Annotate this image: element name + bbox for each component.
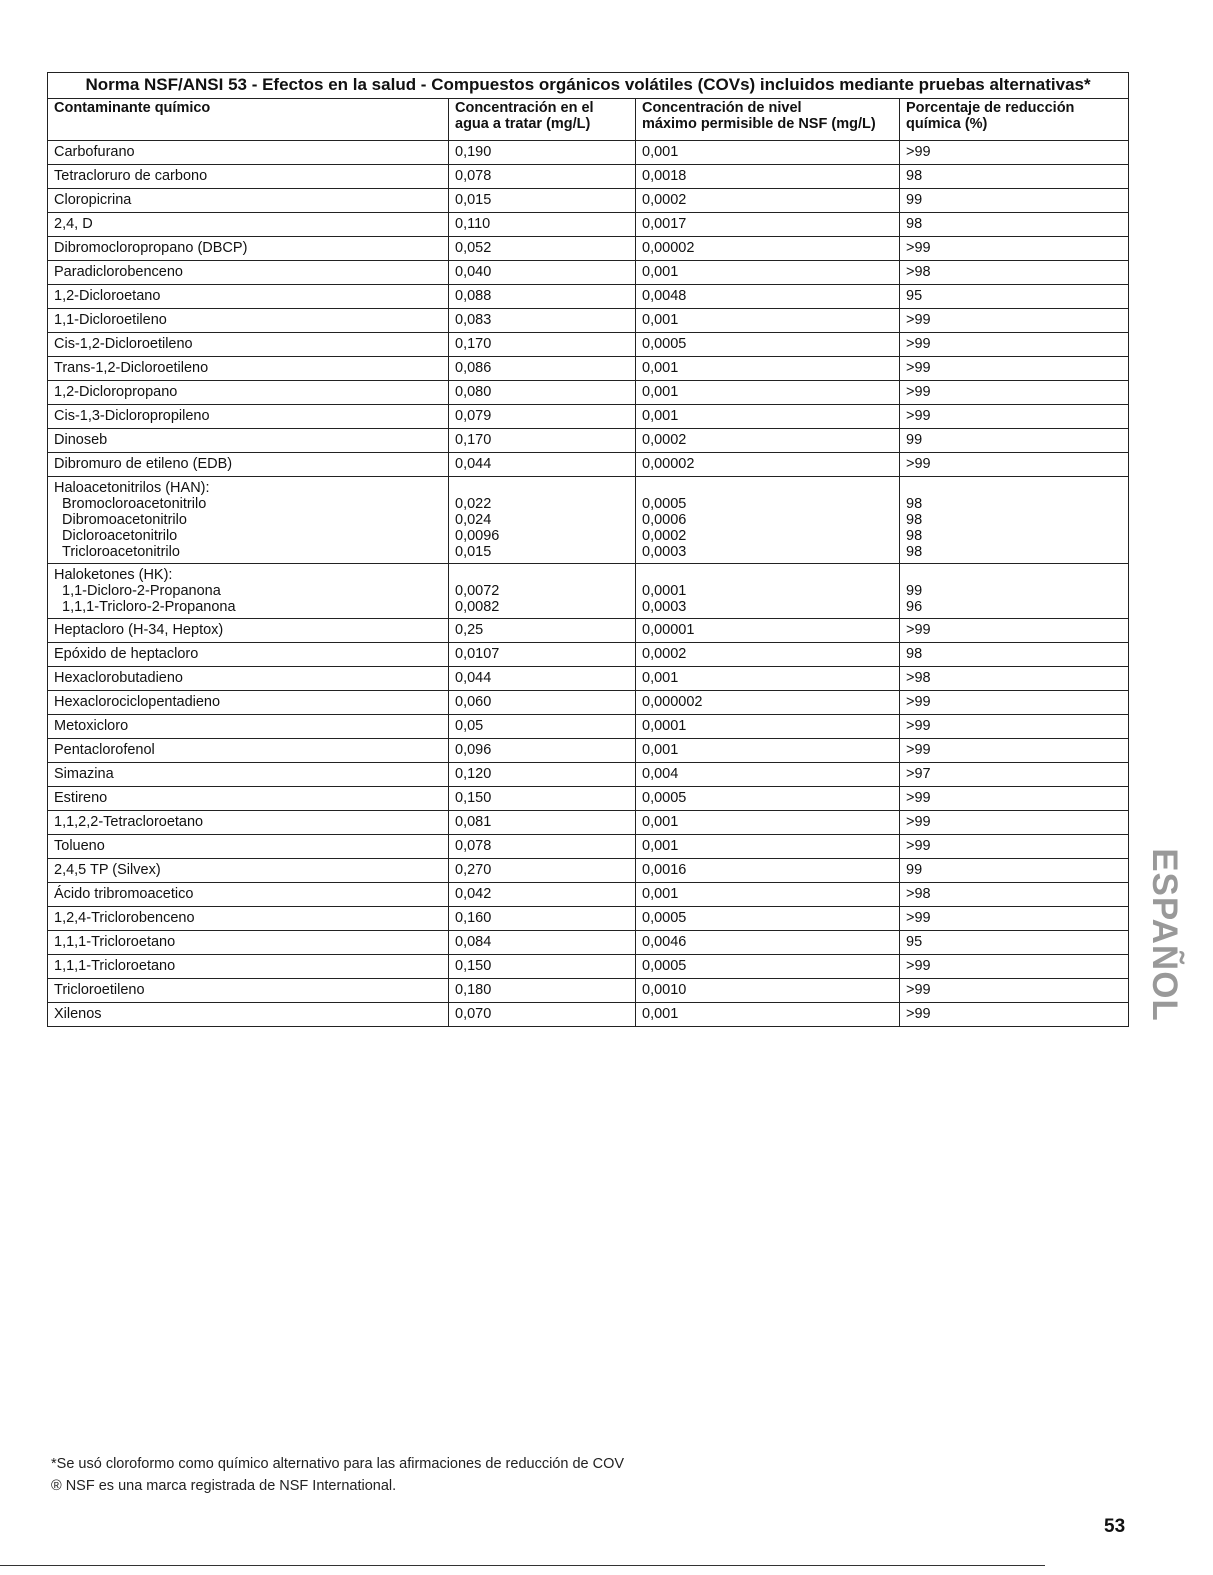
group-spacer (455, 480, 635, 496)
table-row (48, 691, 1129, 715)
table-cell: Hexaclorobutadieno (48, 667, 449, 691)
table-cell: 0,0005 (636, 787, 900, 811)
table-cell: Heptacloro (H-34, Heptox) (48, 619, 449, 643)
table-row (48, 859, 1129, 883)
column-header-line: Concentración en el (455, 100, 594, 116)
table-cell: 0,044 (449, 667, 636, 691)
table-cell: >99 (900, 309, 1129, 333)
table-row (48, 1003, 1129, 1027)
table-cell: Dibromuro de etileno (EDB) (48, 453, 449, 477)
table-header-row (48, 99, 1129, 141)
column-header (449, 99, 636, 141)
table-cell: 0,001 (636, 261, 900, 285)
table-row (48, 309, 1129, 333)
table-cell: 0,070 (449, 1003, 636, 1027)
table-cell: 0,052 (449, 237, 636, 261)
table-cell: Epóxido de heptacloro (48, 643, 449, 667)
table-row (48, 213, 1129, 237)
table-cell: 0,044 (449, 453, 636, 477)
table-cell: 99 (900, 429, 1129, 453)
table-cell (636, 564, 900, 619)
table-cell: 0,0002 (636, 189, 900, 213)
table-cell: 0,0005 (636, 955, 900, 979)
group-item-value: 98 (906, 496, 923, 512)
table-cell: Cis-1,3-Dicloropropileno (48, 405, 449, 429)
table-row (48, 739, 1129, 763)
table-cell: 0,078 (449, 165, 636, 189)
table-cell: 0,0046 (636, 931, 900, 955)
table-cell (636, 477, 900, 564)
table-cell: 0,078 (449, 835, 636, 859)
table-row-group (48, 477, 1129, 564)
table-cell: 0,0107 (449, 643, 636, 667)
column-header-line: Concentración de nivel (642, 100, 802, 116)
table-cell: 0,00002 (636, 453, 900, 477)
group-item-value: 0,015 (455, 544, 492, 560)
table-cell: >99 (900, 835, 1129, 859)
table-cell: >99 (900, 787, 1129, 811)
column-header (48, 99, 449, 141)
table-cell: 0,004 (636, 763, 900, 787)
table-cell: 0,001 (636, 1003, 900, 1027)
column-header (636, 99, 900, 141)
table-row (48, 189, 1129, 213)
table-row (48, 667, 1129, 691)
table-row (48, 787, 1129, 811)
table-cell: 0,001 (636, 811, 900, 835)
table-cell: 0,001 (636, 357, 900, 381)
table-cell: >98 (900, 667, 1129, 691)
group-item-value: 0,0005 (642, 496, 687, 512)
table-cell: >99 (900, 979, 1129, 1003)
table-row (48, 165, 1129, 189)
table-row (48, 261, 1129, 285)
group-item-value: 0,0003 (642, 599, 687, 615)
table-cell: 0,170 (449, 333, 636, 357)
table-cell: 2,4, D (48, 213, 449, 237)
table-cell: >99 (900, 357, 1129, 381)
table-cell: 0,079 (449, 405, 636, 429)
table-cell: >98 (900, 261, 1129, 285)
table-cell: Simazina (48, 763, 449, 787)
table-cell: Estireno (48, 787, 449, 811)
table-cell: >99 (900, 739, 1129, 763)
group-item-value: 0,0002 (642, 528, 687, 544)
table-cell: >99 (900, 715, 1129, 739)
table-cell: Dibromocloropropano (DBCP) (48, 237, 449, 261)
group-item-value: 0,0072 (455, 583, 500, 599)
table-cell (449, 477, 636, 564)
table-cell: 0,0010 (636, 979, 900, 1003)
table-cell: 0,040 (449, 261, 636, 285)
group-item-value: 0,0096 (455, 528, 500, 544)
table-cell (900, 477, 1129, 564)
table-cell: Xilenos (48, 1003, 449, 1027)
table-cell (900, 564, 1129, 619)
group-item-value: 0,0001 (642, 583, 687, 599)
group-item-name: Dicloroacetonitrilo (62, 528, 178, 544)
table-cell: Hexaclorociclopentadieno (48, 691, 449, 715)
table-cell: >99 (900, 691, 1129, 715)
table-cell: 0,060 (449, 691, 636, 715)
table-cell: >97 (900, 763, 1129, 787)
table-row (48, 619, 1129, 643)
table-cell: 0,081 (449, 811, 636, 835)
table-cell: 0,190 (449, 141, 636, 165)
table-cell: >99 (900, 405, 1129, 429)
table-cell: 0,00001 (636, 619, 900, 643)
table-cell: 0,05 (449, 715, 636, 739)
table-cell: 98 (900, 213, 1129, 237)
group-item-value: 0,0003 (642, 544, 687, 560)
table-cell (449, 564, 636, 619)
table-cell: 0,001 (636, 883, 900, 907)
group-label: Haloketones (HK): (54, 567, 173, 583)
table-row (48, 453, 1129, 477)
table-cell: 0,042 (449, 883, 636, 907)
table-cell: >99 (900, 333, 1129, 357)
table-cell: >99 (900, 811, 1129, 835)
table-row (48, 333, 1129, 357)
table-cell: 0,001 (636, 309, 900, 333)
group-spacer (642, 567, 899, 583)
table-row (48, 883, 1129, 907)
table-cell: 0,001 (636, 141, 900, 165)
table-row (48, 357, 1129, 381)
table-cell: Trans-1,2-Dicloroetileno (48, 357, 449, 381)
table-cell: 0,015 (449, 189, 636, 213)
table-cell: 0,120 (449, 763, 636, 787)
footnote-trademark: ® NSF es una marca registrada de NSF International. (51, 1478, 397, 1494)
table-cell: 0,000002 (636, 691, 900, 715)
side-tab-label: ESPAÑOL (1145, 848, 1184, 1022)
table-cell: 0,0016 (636, 859, 900, 883)
group-item-value: 98 (906, 512, 923, 528)
table-row (48, 835, 1129, 859)
table-cell: 0,086 (449, 357, 636, 381)
contaminant-table (47, 72, 1129, 1027)
table-cell: 0,001 (636, 405, 900, 429)
table-cell: Paradiclorobenceno (48, 261, 449, 285)
table-row (48, 955, 1129, 979)
table-cell: 0,080 (449, 381, 636, 405)
group-item-value: 98 (906, 528, 923, 544)
table-row (48, 931, 1129, 955)
group-spacer (455, 567, 635, 583)
group-item-value: 99 (906, 583, 923, 599)
table-cell: >99 (900, 907, 1129, 931)
table-cell: 0,001 (636, 739, 900, 763)
group-item-name: Dibromoacetonitrilo (62, 512, 187, 528)
table-cell: 99 (900, 189, 1129, 213)
table-cell: 0,110 (449, 213, 636, 237)
table-row (48, 763, 1129, 787)
group-spacer (906, 480, 1128, 496)
table-row (48, 381, 1129, 405)
table-row-group (48, 564, 1129, 619)
group-item-name: 1,1,1-Tricloro-2-Propanona (62, 599, 236, 615)
table-cell: Cloropicrina (48, 189, 449, 213)
table-cell: 0,25 (449, 619, 636, 643)
column-header-line: Contaminante químico (54, 100, 211, 116)
footnote-chloroform: *Se usó cloroformo como químico alternativo para las afirmaciones de reducción de COV (51, 1456, 625, 1472)
group-label: Haloacetonitrilos (HAN): (54, 480, 210, 496)
table-cell: Cis-1,2-Dicloroetileno (48, 333, 449, 357)
table-cell (48, 477, 449, 564)
table-cell: 1,2-Dicloroetano (48, 285, 449, 309)
group-item-value: 0,024 (455, 512, 492, 528)
table-cell: >99 (900, 619, 1129, 643)
table-cell: >99 (900, 237, 1129, 261)
table-cell: 98 (900, 643, 1129, 667)
table-row (48, 907, 1129, 931)
table-cell: 1,1,1-Tricloroetano (48, 931, 449, 955)
group-item-value: 0,0006 (642, 512, 687, 528)
table-cell: >99 (900, 1003, 1129, 1027)
table-row (48, 237, 1129, 261)
table-cell: >98 (900, 883, 1129, 907)
group-item-value: 0,022 (455, 496, 492, 512)
table-cell: 0,001 (636, 667, 900, 691)
table-cell: 0,270 (449, 859, 636, 883)
group-spacer (906, 567, 1128, 583)
group-item-name: 1,1-Dicloro-2-Propanona (62, 583, 221, 599)
table-cell: Tetracloruro de carbono (48, 165, 449, 189)
column-header (900, 99, 1129, 141)
table-cell: 0,084 (449, 931, 636, 955)
table-cell: Tolueno (48, 835, 449, 859)
table-cell: 95 (900, 285, 1129, 309)
column-header-line: química (%) (906, 116, 988, 132)
table-cell: 98 (900, 165, 1129, 189)
bottom-rule (0, 1565, 1045, 1566)
table-cell: 0,0002 (636, 643, 900, 667)
table-cell: 0,0002 (636, 429, 900, 453)
group-item-name: Tricloroacetonitrilo (62, 544, 180, 560)
table-row (48, 285, 1129, 309)
table-cell: 1,1-Dicloroetileno (48, 309, 449, 333)
table-cell: 99 (900, 859, 1129, 883)
group-item-name: Bromocloroacetonitrilo (62, 496, 207, 512)
column-header-line: máximo permisible de NSF (mg/L) (642, 116, 876, 132)
column-header-line: Porcentaje de reducción (906, 100, 1075, 116)
table-cell: Tricloroetileno (48, 979, 449, 1003)
table-cell: 0,0005 (636, 907, 900, 931)
table-cell: 0,0001 (636, 715, 900, 739)
group-item-value: 98 (906, 544, 923, 560)
table-row (48, 979, 1129, 1003)
table-cell: 0,170 (449, 429, 636, 453)
table-cell: 95 (900, 931, 1129, 955)
table-cell: 0,180 (449, 979, 636, 1003)
table-cell: 0,001 (636, 381, 900, 405)
group-spacer (642, 480, 899, 496)
table-row (48, 429, 1129, 453)
table-cell: Ácido tribromoacetico (48, 883, 449, 907)
table-cell: Pentaclorofenol (48, 739, 449, 763)
table-cell: 0,0005 (636, 333, 900, 357)
language-side-tab (1146, 814, 1182, 1056)
table-cell: >99 (900, 453, 1129, 477)
table-row (48, 643, 1129, 667)
table-cell: 1,2,4-Triclorobenceno (48, 907, 449, 931)
table-cell: 0,00002 (636, 237, 900, 261)
table-body (48, 141, 1129, 1027)
table-cell: >99 (900, 141, 1129, 165)
table-row (48, 141, 1129, 165)
table-cell: 0,0018 (636, 165, 900, 189)
table-cell: 0,160 (449, 907, 636, 931)
table-cell: 0,0048 (636, 285, 900, 309)
table-cell: 1,2-Dicloropropano (48, 381, 449, 405)
table-cell: >99 (900, 381, 1129, 405)
table-cell: 1,1,2,2-Tetracloroetano (48, 811, 449, 835)
table-cell (48, 564, 449, 619)
column-header-line: agua a tratar (mg/L) (455, 116, 591, 132)
table-cell: 1,1,1-Tricloroetano (48, 955, 449, 979)
table-cell: 0,001 (636, 835, 900, 859)
table-cell: 0,0017 (636, 213, 900, 237)
table-title: Norma NSF/ANSI 53 - Efectos en la salud - Compuestos orgánicos volátiles (COVs) incluidos mediante pruebas alternativas* (48, 73, 1129, 99)
group-item-value: 96 (906, 599, 923, 615)
table-row (48, 405, 1129, 429)
table-cell: Dinoseb (48, 429, 449, 453)
table-cell: Metoxicloro (48, 715, 449, 739)
table-cell: 2,4,5 TP (Silvex) (48, 859, 449, 883)
table-cell: >99 (900, 955, 1129, 979)
table-cell: 0,096 (449, 739, 636, 763)
table-row (48, 811, 1129, 835)
table-row (48, 715, 1129, 739)
page-number: 53 (1104, 1516, 1126, 1537)
table-cell: 0,088 (449, 285, 636, 309)
table-cell: 0,150 (449, 955, 636, 979)
table-cell: 0,150 (449, 787, 636, 811)
group-item-value: 0,0082 (455, 599, 500, 615)
table-cell: 0,083 (449, 309, 636, 333)
table-cell: Carbofurano (48, 141, 449, 165)
